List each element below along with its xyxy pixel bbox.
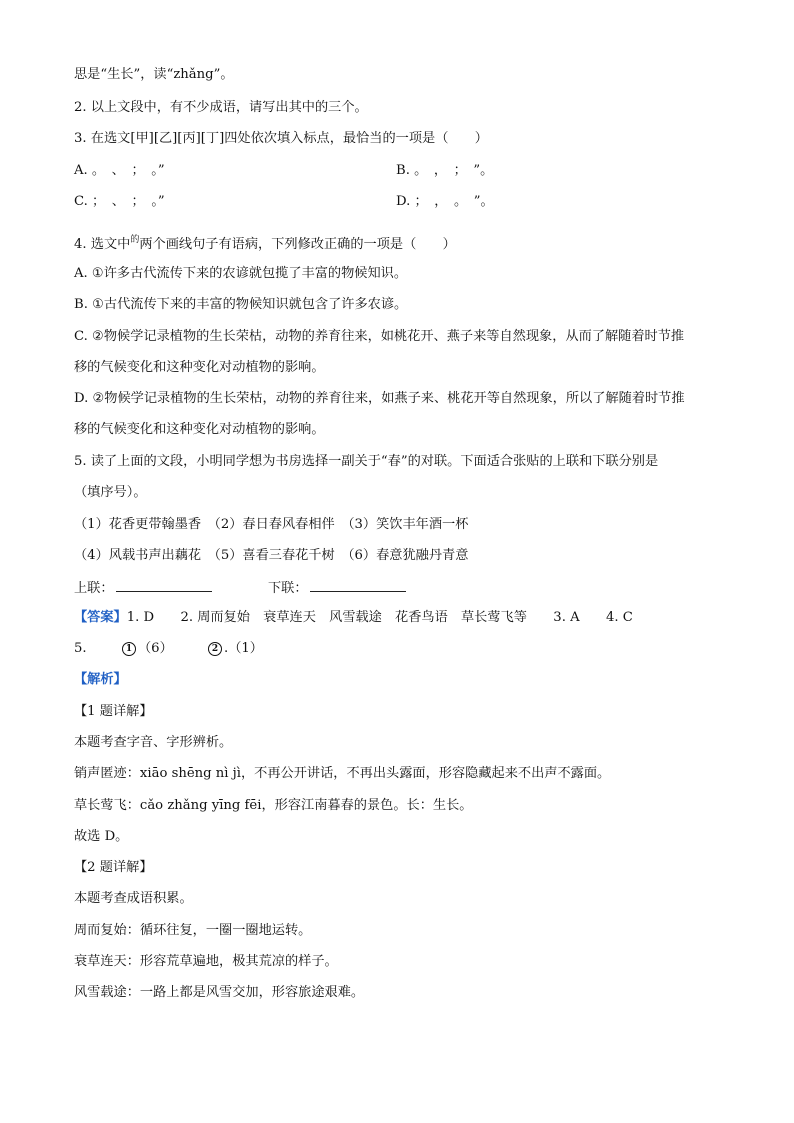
detail-2-text: 周而复始：循环往复，一圈一圈地运转。	[74, 923, 312, 938]
upper-couplet-blank	[116, 578, 212, 592]
couplet-options-row2: （4）风载书声出藕花 （5）喜看三春花千树 （6）春意犹融丹青意	[74, 548, 469, 563]
answer-text: 1. D 2. 周而复始 衰草连天 风雪载途 花香鸟语 草长莺飞等 3. A 4. C	[126, 610, 633, 625]
detail-1-text: 销声匿迹：xiāo shēng nì jì，不再公开讲话，不再出头露面，形容隐藏起来不出声不露面。	[74, 766, 611, 781]
circled-number-1: 1	[122, 642, 136, 656]
answer-5-value1: （6）	[138, 641, 173, 656]
question-4	[74, 231, 720, 254]
text-line: 思是“生长”，读“zhǎng”。	[74, 67, 234, 82]
answer-5-part1	[120, 640, 173, 658]
answer-5-value2: .（1）	[224, 641, 263, 656]
detail-1-text: 故选 D。	[74, 829, 129, 844]
lower-couplet-blank	[310, 578, 406, 592]
lower-couplet-answer	[268, 578, 406, 598]
option-a: A. 。 、 ； 。”	[74, 163, 165, 178]
question-4-option-c-line1: C. ②物候学记录植物的生长荣枯，动物的养育往来，如桃花开、燕子来等自然现象，从而了解随着时节推	[74, 329, 685, 344]
question-5-line2: （填序号）。	[74, 485, 147, 500]
question-5-line1: 5. 读了上面的文段，小明同学想为书房选择一副关于“春”的对联。下面适合张贴的上联和下联分别是	[74, 454, 659, 469]
question-4-option-c-line2: 移的气候变化和这种变化对动植物的影响。	[74, 360, 325, 375]
option-d: D. ； ， 。 ”。	[396, 194, 494, 209]
detail-2-heading: 【2 题详解】	[74, 860, 153, 875]
detail-1-text: 草长莺飞：cǎo zhǎng yīng fēi，形容江南暮春的景色。长：生长。	[74, 798, 473, 813]
answer-5-part2	[206, 640, 263, 658]
question-4-option-b: B. ①古代流传下来的丰富的物候知识就包含了许多农谚。	[74, 297, 408, 312]
couplet-options-row1: （1）花香更带翰墨香 （2）春日春风春相伴 （3）笑饮丰年酒一杯	[74, 517, 469, 532]
question-4-text: 两个画线句子有语病，下列修改正确的一项是（ ）	[139, 237, 456, 252]
question-4-option-d-line2: 移的气候变化和这种变化对动植物的影响。	[74, 422, 325, 437]
circled-number-2: 2	[208, 642, 222, 656]
question-4-prefix: 4. 选文中	[74, 237, 131, 252]
answer-line	[74, 609, 720, 627]
detail-1-text: 本题考查字音、字形辨析。	[74, 735, 233, 750]
question-2: 2. 以上文段中，有不少成语，请写出其中的三个。	[74, 100, 368, 115]
upper-couplet-label: 上联：	[74, 581, 114, 596]
detail-2-text: 本题考查成语积累。	[74, 891, 193, 906]
option-c: C. ； 、 ； 。”	[74, 194, 165, 209]
detail-2-text: 衰草连天：形容荒草遍地，极其荒凉的样子。	[74, 954, 338, 969]
upper-couplet-answer	[74, 578, 212, 598]
option-b: B. 。 ， ； ”。	[396, 163, 494, 178]
answer-tag: 【答案】	[74, 610, 127, 625]
analysis-tag: 【解析】	[74, 672, 127, 687]
question-4-mark: 的	[130, 235, 140, 245]
answer-5-number: 5.	[74, 641, 87, 656]
lower-couplet-label: 下联：	[268, 581, 308, 596]
detail-1-heading: 【1 题详解】	[74, 704, 153, 719]
question-4-option-d-line1: D. ②物候学记录植物的生长荣枯，动物的养育往来，如燕子来、桃花开等自然现象，所以了解随着时节推	[74, 391, 685, 406]
detail-2-text: 风雪载途：一路上都是风雪交加，形容旅途艰难。	[74, 985, 365, 1000]
question-4-option-a: A. ①许多古代流传下来的农谚就包揽了丰富的物候知识。	[74, 266, 408, 281]
question-3: 3. 在选文[甲][乙][丙][丁]四处依次填入标点，最恰当的一项是（ ）	[74, 131, 488, 146]
